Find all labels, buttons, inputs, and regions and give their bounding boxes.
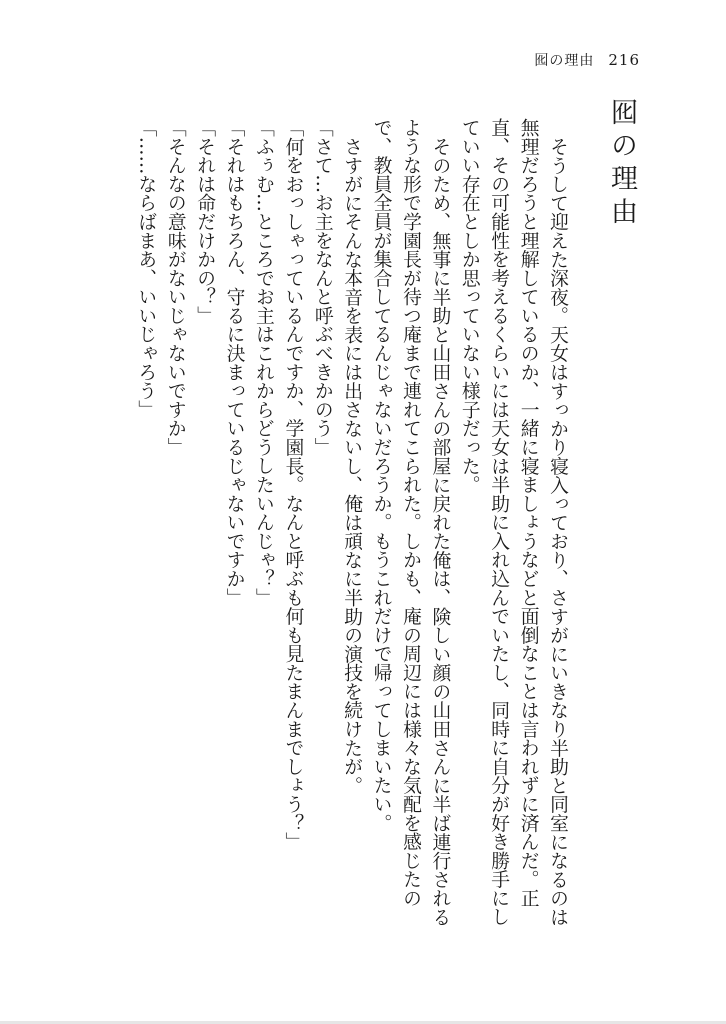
page-number: 216 bbox=[608, 51, 640, 69]
narration-paragraph: さすがにそんな本音を表には出さないし、俺は頑なに半助の演技を続けたが。 bbox=[341, 136, 363, 795]
dialogue-line: 「ふぅむ…ところでお主はこれからどうしたいんじゃ？」 bbox=[252, 118, 274, 607]
narration-paragraph: そのため、無事に半助と山田さんの部屋に戻れた俺は、険しい顔の山田さんに半ば連行されるような形で学園長が待つ庵まで連れてこられた。しかも、庵の周辺には様々な気配を感じたので、教員全員が集合してるんじゃないだろうか。もうこれだけで帰ってしまいたい。 bbox=[370, 118, 451, 926]
dialogue-line: 「それはもちろん、守るに決まっているじゃないですか」 bbox=[223, 118, 245, 607]
running-title: 囮の理由 bbox=[534, 53, 595, 69]
narration-paragraph: そうして迎えた深夜。天女はすっかり寝入っており、さすがにいきなり半助と同室になるのは無理だろうと理解しているのか、一緒に寝ましょうなどと面倒なことは言われずに済んだ。正直、その可能性を考えるくらいには天女は半助に入れ込んでいたし、同時に自分が好き勝手にしていい存在としか思っていない様子だった。 bbox=[458, 118, 568, 926]
dialogue-line: 「それは命だけかの？」 bbox=[194, 118, 216, 325]
dialogue-line: 「……ならばまあ、いいじゃろう」 bbox=[135, 118, 157, 419]
dialogue-line: 「何をおっしゃっているんですか、学園長。なんと呼ぶも何も見たまんまでしょう？」 bbox=[282, 118, 304, 851]
running-head bbox=[534, 50, 640, 70]
chapter-title: 囮の理由 bbox=[606, 98, 637, 230]
dialogue-line: 「さて…お主をなんと呼ぶべきかのう」 bbox=[311, 118, 333, 457]
dialogue-line: 「そんなの意味がないじゃないですか」 bbox=[164, 118, 186, 457]
body-text bbox=[90, 118, 572, 938]
